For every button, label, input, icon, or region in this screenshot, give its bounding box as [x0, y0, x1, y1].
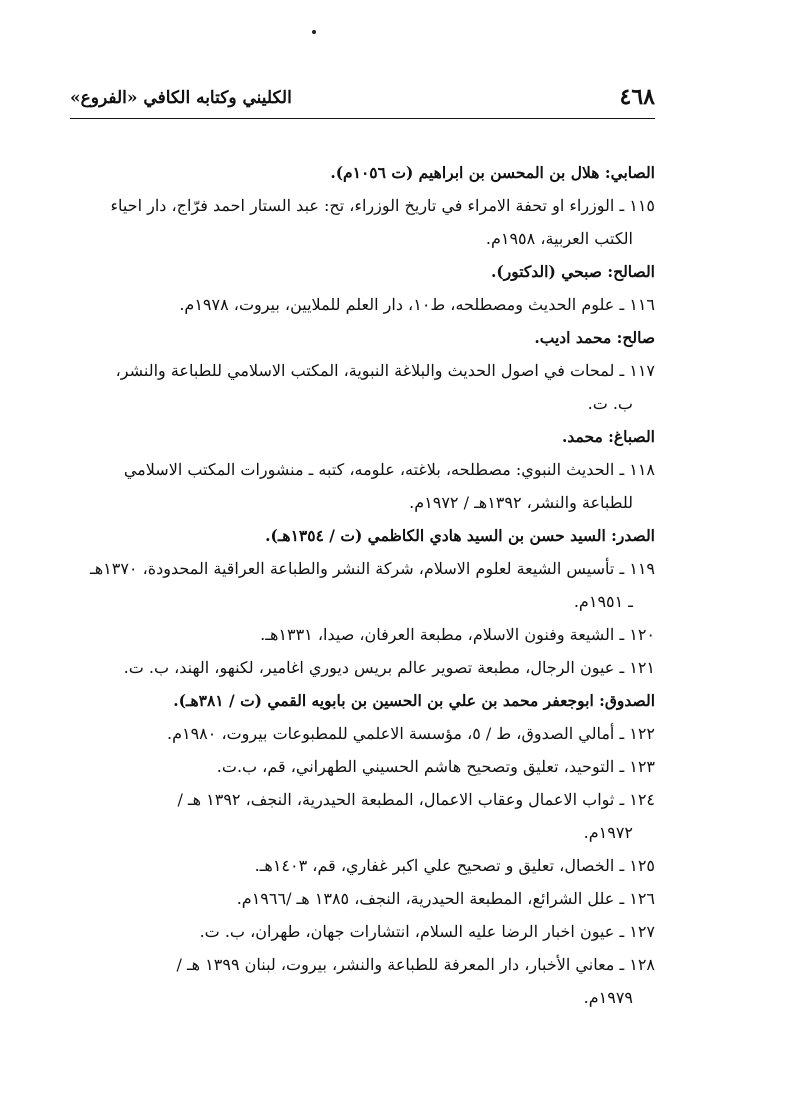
- entry-line: ١٢٤ ـ ثواب الاعمال وعقاب الاعمال، المطبعة الحيدرية، النجف، ١٣٩٢ هـ /: [177, 790, 655, 809]
- bibliography-entry: [100, 625, 655, 645]
- entry-line: ١٢٨ ـ معاني الأخبار، دار المعرفة للطباعة والنشر، بيروت، لبنان ١٣٩٩ هـ /: [176, 955, 655, 974]
- bibliography-entry: [90, 559, 655, 612]
- bibliography-entry: [100, 856, 655, 876]
- bibliography-entry: [100, 790, 655, 843]
- entry-continuation-line: ١٩٧٩م.: [583, 988, 633, 1007]
- author-heading: الصباغ: محمد.: [561, 427, 655, 446]
- entry-line: ١١٩ ـ تأسيس الشيعة لعلوم الاسلام، شركة النشر والطباعة العراقية المحدودة، ١٣٧٠هـ: [90, 559, 655, 578]
- bibliography-entry: [100, 955, 655, 1008]
- bibliography-entry: [100, 658, 655, 678]
- author-heading: الصالح: صبحي (الدكتور).: [491, 262, 655, 281]
- page-mark-dot: [312, 30, 316, 34]
- bibliography-entry: [100, 922, 655, 942]
- entry-line: ١١٦ ـ علوم الحديث ومصطلحه، ط١٠، دار العلم للملايين، بيروت، ١٩٧٨م.: [179, 295, 655, 314]
- page-number: ٤٦٨: [619, 84, 655, 110]
- entry-line: ١١٥ ـ الوزراء او تحفة الامراء في تاريخ الوزراء، تح: عبد الستار احمد فرّاج، دار احياء: [110, 196, 655, 215]
- page-header: [70, 82, 655, 119]
- entry-continuation-line: الكتب العربية، ١٩٥٨م.: [485, 229, 633, 248]
- entry-continuation-line: ١٩٧٢م.: [583, 823, 633, 842]
- entry-line: ١٢٣ ـ التوحيد، تعليق وتصحيح هاشم الحسيني الطهراني، قم، ب.ت.: [216, 757, 655, 776]
- author-heading: صالح: محمد اديب.: [534, 328, 655, 347]
- entry-line: ١٢١ ـ عيون الرجال، مطبعة تصوير عالم بريس ديوري اغامير، لكنهو، الهند، ب. ت.: [123, 658, 655, 677]
- entry-line: ١٢٧ ـ عيون اخبار الرضا عليه السلام، انتشارات جهان، طهران، ب. ت.: [199, 922, 655, 941]
- entry-line: ١٢٦ ـ علل الشرائع، المطبعة الحيدرية، النجف، ١٣٨٥ هـ /١٩٦٦م.: [236, 889, 655, 908]
- entry-line: ١٢٠ ـ الشيعة وفنون الاسلام، مطبعة العرفان، صيدا، ١٣٣١هـ.: [260, 625, 655, 644]
- entry-line: ١١٨ ـ الحديث النبوي: مصطلحه، بلاغته، علومه، كتبه ـ منشورات المكتب الاسلامي: [123, 460, 655, 479]
- author-heading: الصدوق: ابوجعفر محمد بن علي بن الحسين بن بابويه القمي (ت / ٣٨١هـ).: [173, 691, 655, 710]
- bibliography-entry: [100, 295, 655, 315]
- running-title: الكليني وكتابه الكافي «الفروع»: [70, 88, 292, 108]
- entry-line: ١٢٥ ـ الخصال، تعليق و تصحيح علي اكبر غفاري، قم، ١٤٠٣هـ.: [254, 856, 655, 875]
- bibliography-entry: [100, 361, 655, 414]
- bibliography-entry: [100, 889, 655, 909]
- author-heading: الصابي: هلال بن المحسن بن ابراهيم (ت ١٠٥٦م).: [330, 163, 655, 182]
- entry-continuation-line: ـ ١٩٥١م.: [573, 592, 633, 611]
- entry-line: ١١٧ ـ لمحات في اصول الحديث والبلاغة النبوية، المكتب الاسلامي للطباعة والنشر،: [115, 361, 655, 380]
- bibliography-entry: [100, 724, 655, 744]
- entry-line: ١٢٢ ـ أمالي الصدوق، ط / ٥، مؤسسة الاعلمي للمطبوعات بيروت، ١٩٨٠م.: [166, 724, 655, 743]
- bibliography-entry: [100, 196, 655, 249]
- bibliography-list: [90, 163, 655, 1021]
- entry-continuation-line: للطباعة والنشر، ١٣٩٢هـ / ١٩٧٢م.: [409, 493, 633, 512]
- bibliography-entry: [100, 460, 655, 513]
- bibliography-entry: [100, 757, 655, 777]
- author-heading: الصدر: السيد حسن بن السيد هادي الكاظمي (ت / ١٣٥٤هـ).: [265, 526, 655, 545]
- entry-continuation-line: ب. ت.: [587, 394, 633, 413]
